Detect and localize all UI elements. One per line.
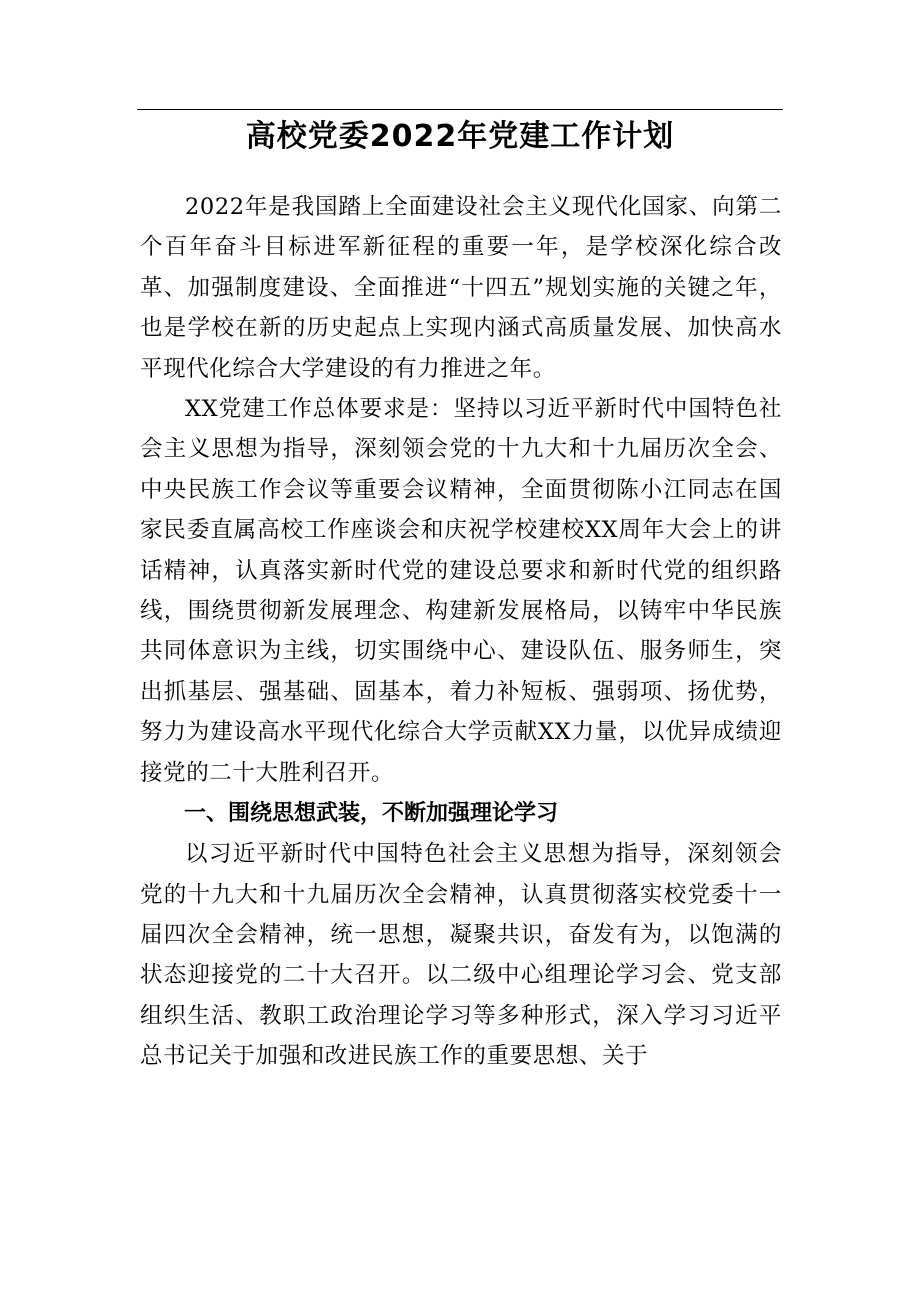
intro-paragraph: 2022年是我国踏上全面建设社会主义现代化国家、向第二个百年奋斗目标进军新征程的重要一年，是学校深化综合改革、加强制度建设、全面推进“十四五”规划实施的关键之年，也是学校在新的历史起点上实现内涵式高质量发展、加快高水平现代化综合大学建设的有力推进之年。 — [140, 194, 782, 382]
requirements-paragraph: XX党建工作总体要求是：坚持以习近平新时代中国特色社会主义思想为指导，深刻领会党的十九大和十九届历次全会、中央民族工作会议等重要会议精神，全面贯彻陈小江同志在国家民委直属高校工作座谈会和庆祝学校建校XX周年大会上的讲话精神，认真落实新时代党的建设总要求和新时代党的组织路线，围绕贯彻新发展理念、构建新发展格局，以铸牢中华民族共同体意识为主线，切实围绕中心、建设队伍、服务师生，突出抓基层、强基础、固基本，着力补短板、强弱项、扬优势，努力为建设高水平现代化综合大学贡献XX力量，以优异成绩迎接党的二十大胜利召开。 — [140, 396, 782, 786]
document-body — [140, 187, 782, 1077]
section-1-heading: 一、围绕思想武装，不断加强理论学习 — [184, 801, 559, 827]
header-rule — [137, 109, 783, 110]
section-1-paragraph: 以习近平新时代中国特色社会主义思想为指导，深刻领会党的十九大和十九届历次全会精神，认真贯彻落实校党委十一届四次全会精神，统一思想，凝聚共识，奋发有为，以饱满的状态迎接党的二十大召开。以二级中心组理论学习会、党支部组织生活、教职工政治理论学习等多种形式，深入学习习近平总书记关于加强和改进民族工作的重要思想、关于 — [140, 841, 782, 1070]
document-title: 高校党委2022年党建工作计划 — [245, 119, 675, 154]
